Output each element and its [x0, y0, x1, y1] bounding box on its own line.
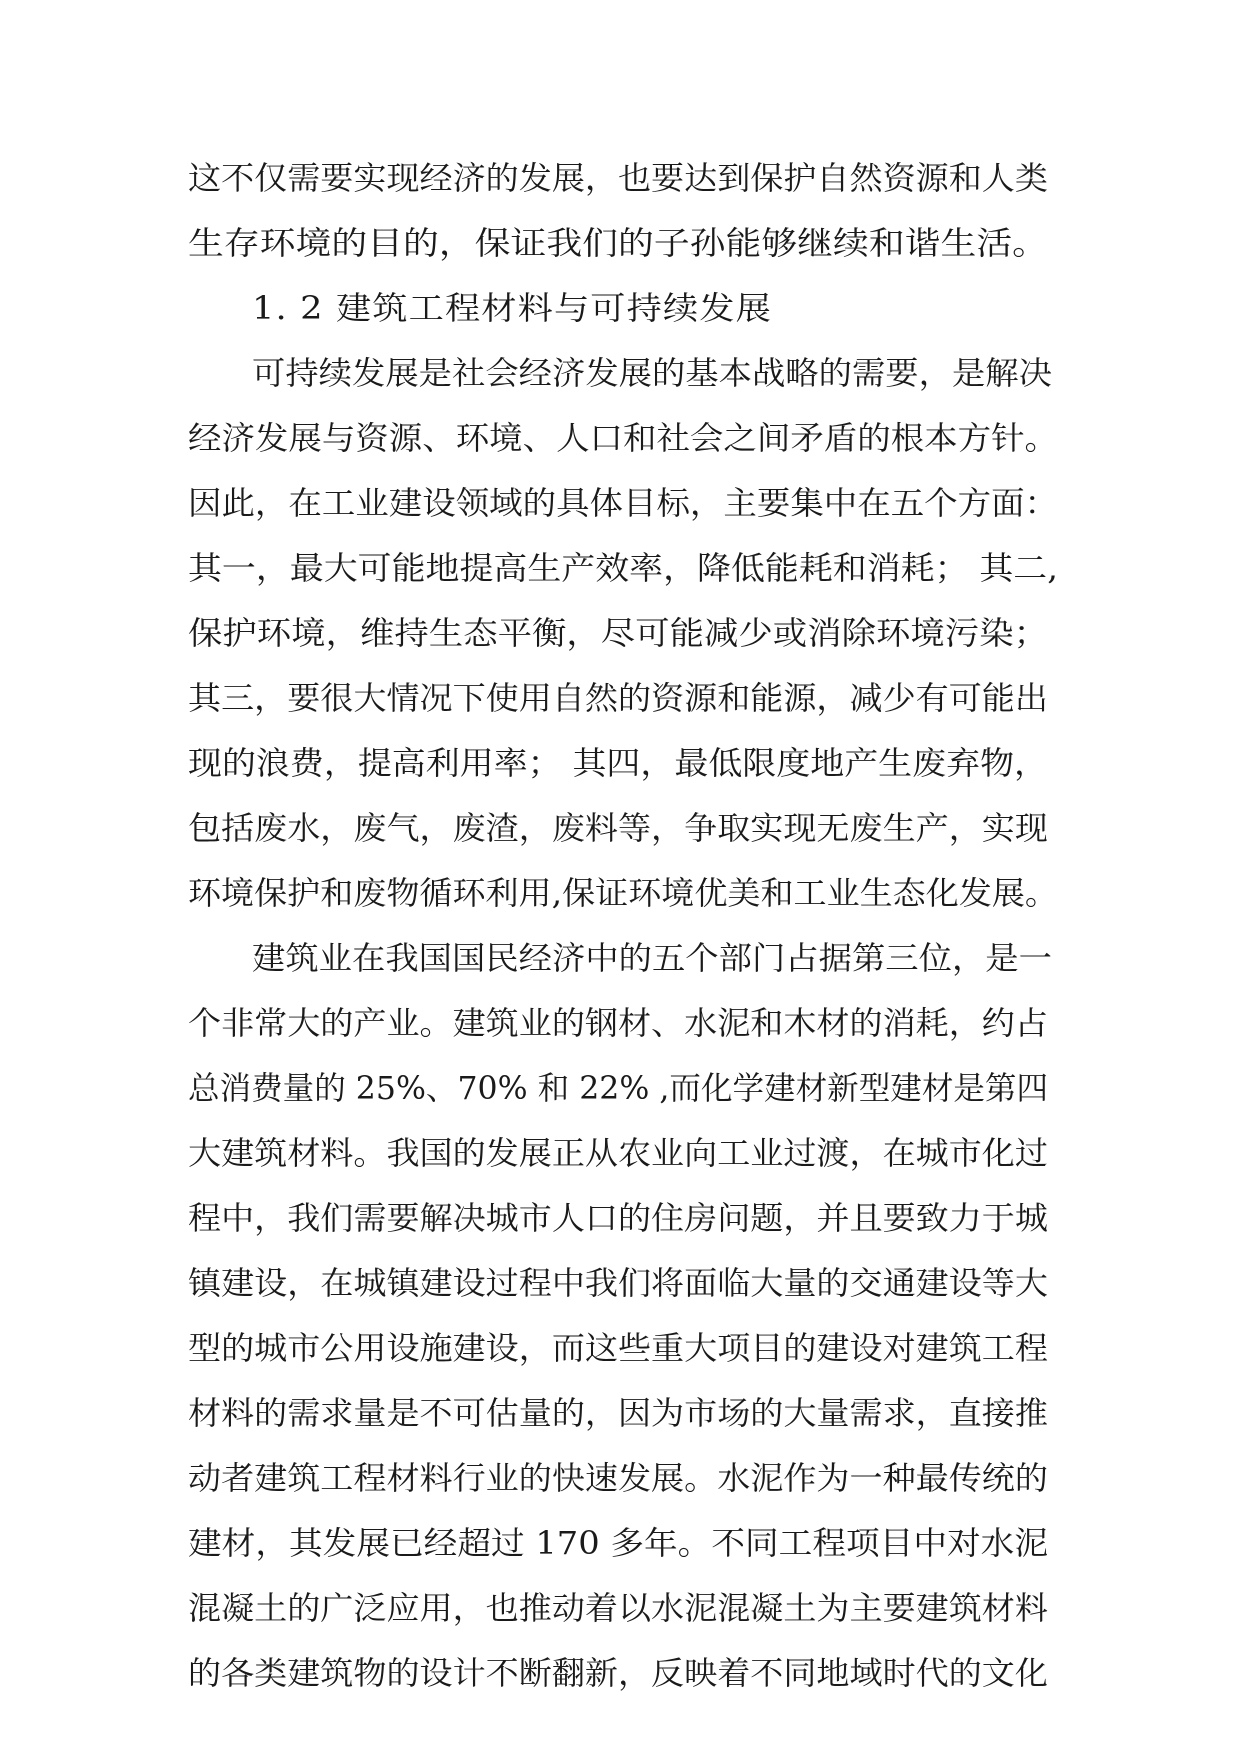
section-heading: 1. 2 建筑工程材料与可持续发展	[252, 289, 772, 327]
text-line: 建材，其发展已经超过 170 多年。不同工程项目中对水泥	[188, 1524, 1049, 1562]
text-line: 总消费量的 25%、70% 和 22% ,而化学建材新型建材是第四	[188, 1069, 1049, 1107]
text-line: 镇建设，在城镇建设过程中我们将面临大量的交通建设等大	[188, 1264, 1048, 1302]
text-line: 因此，在工业建设领域的具体目标，主要集中在五个方面：	[188, 484, 1059, 522]
paragraph-first-line: 可持续发展是社会经济发展的基本战略的需要，是解决	[252, 354, 1052, 392]
text-line: 包括废水，废气，废渣，废料等，争取实现无废生产，实现	[188, 809, 1048, 847]
text-line: 现的浪费，提高利用率； 其四，最低限度地产生废弃物，	[188, 744, 1049, 782]
paragraph-first-line: 建筑业在我国国民经济中的五个部门占据第三位，是一	[252, 939, 1052, 977]
text-line: 的各类建筑物的设计不断翻新，反映着不同地域时代的文化	[188, 1654, 1048, 1692]
text-line: 大建筑材料。我国的发展正从农业向工业过渡，在城市化过	[188, 1134, 1048, 1172]
text-line: 保护环境，维持生态平衡，尽可能减少或消除环境污染；	[188, 614, 1049, 652]
text-line: 混凝土的广泛应用，也推动着以水泥混凝土为主要建筑材料	[188, 1589, 1048, 1627]
text-line: 环境保护和废物循环利用,保证环境优美和工业生态化发展。	[188, 874, 1058, 912]
text-line: 材料的需求量是不可估量的，因为市场的大量需求，直接推	[188, 1394, 1048, 1432]
text-line: 型的城市公用设施建设，而这些重大项目的建设对建筑工程	[188, 1329, 1048, 1367]
text-line: 个非常大的产业。建筑业的钢材、水泥和木材的消耗，约占	[188, 1004, 1048, 1042]
text-line: 动者建筑工程材料行业的快速发展。水泥作为一种最传统的	[188, 1459, 1048, 1497]
text-line: 其三，要很大情况下使用自然的资源和能源，减少有可能出	[188, 679, 1048, 717]
text-line: 这不仅需要实现经济的发展，也要达到保护自然资源和人类	[188, 159, 1048, 197]
text-line: 生存环境的目的，保证我们的子孙能够继续和谐生活。	[188, 224, 1049, 262]
text-line: 经济发展与资源、环境、人口和社会之间矛盾的根本方针。	[188, 419, 1059, 457]
text-line: 程中，我们需要解决城市人口的住房问题，并且要致力于城	[188, 1199, 1048, 1237]
text-line: 其一，最大可能地提高生产效率，降低能耗和消耗； 其二,	[188, 549, 1058, 587]
